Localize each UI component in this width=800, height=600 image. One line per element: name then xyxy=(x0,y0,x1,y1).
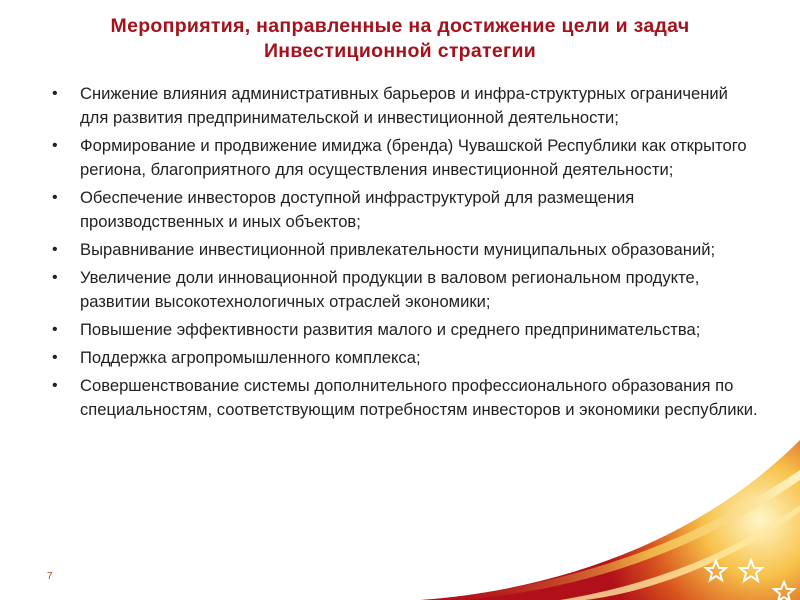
list-item-text: Совершенствование системы дополнительного профессионального образования по специальностям, соответствующим потребностям инвесторов и экономики республики. xyxy=(80,376,758,419)
list-item xyxy=(48,134,760,182)
list-item xyxy=(48,346,760,370)
list-item-text: Увеличение доли инновационной продукции в валовом региональном продукте, развитии высокотехнологичных отраслей экономики; xyxy=(80,268,700,311)
bullet-icon: • xyxy=(52,349,58,366)
bullet-icon: • xyxy=(52,189,58,206)
list-item xyxy=(48,266,760,314)
list-item-text: Повышение эффективности развития малого и среднего предпринимательства; xyxy=(80,320,701,339)
bullet-icon: • xyxy=(52,377,58,394)
list-item-text: Формирование и продвижение имиджа (бренда) Чувашской Республики как открытого региона, благоприятного для осуществления инвестиционной деятельности; xyxy=(80,136,747,179)
star-ornament-icon xyxy=(774,582,794,600)
list-item xyxy=(48,318,760,342)
corner-streak xyxy=(430,470,800,600)
title-line-2: Инвестиционной стратегии xyxy=(263,40,537,62)
list-item-text: Обеспечение инвесторов доступной инфраструктурой для размещения производственных и иных объектов; xyxy=(80,188,635,231)
list-item-text: Снижение влияния административных барьеров и инфра-структурных ограничений для развития предпринимательской и инвестиционной деятельности; xyxy=(80,84,728,127)
title-line-1: Мероприятия, направленные на достижение цели и задач xyxy=(110,15,690,37)
corner-streak xyxy=(560,505,800,600)
bullet-icon: • xyxy=(52,137,58,154)
star-ornament-icon xyxy=(706,561,726,580)
star-ornament-icon xyxy=(740,560,762,581)
bullet-list xyxy=(48,82,760,426)
list-item-text: Поддержка агропромышленного комплекса; xyxy=(80,348,421,367)
slide-title xyxy=(30,14,770,64)
list-item xyxy=(48,82,760,130)
list-item-text: Выравнивание инвестиционной привлекательности муниципальных образований; xyxy=(80,240,716,259)
bullet-icon: • xyxy=(52,269,58,286)
corner-swoosh xyxy=(420,440,800,600)
bullet-icon: • xyxy=(52,241,58,258)
list-item xyxy=(48,374,760,422)
list-item xyxy=(48,186,760,234)
bullet-icon: • xyxy=(52,321,58,338)
list-item xyxy=(48,238,760,262)
bullet-icon: • xyxy=(52,85,58,102)
page-number: 7 xyxy=(47,571,53,582)
